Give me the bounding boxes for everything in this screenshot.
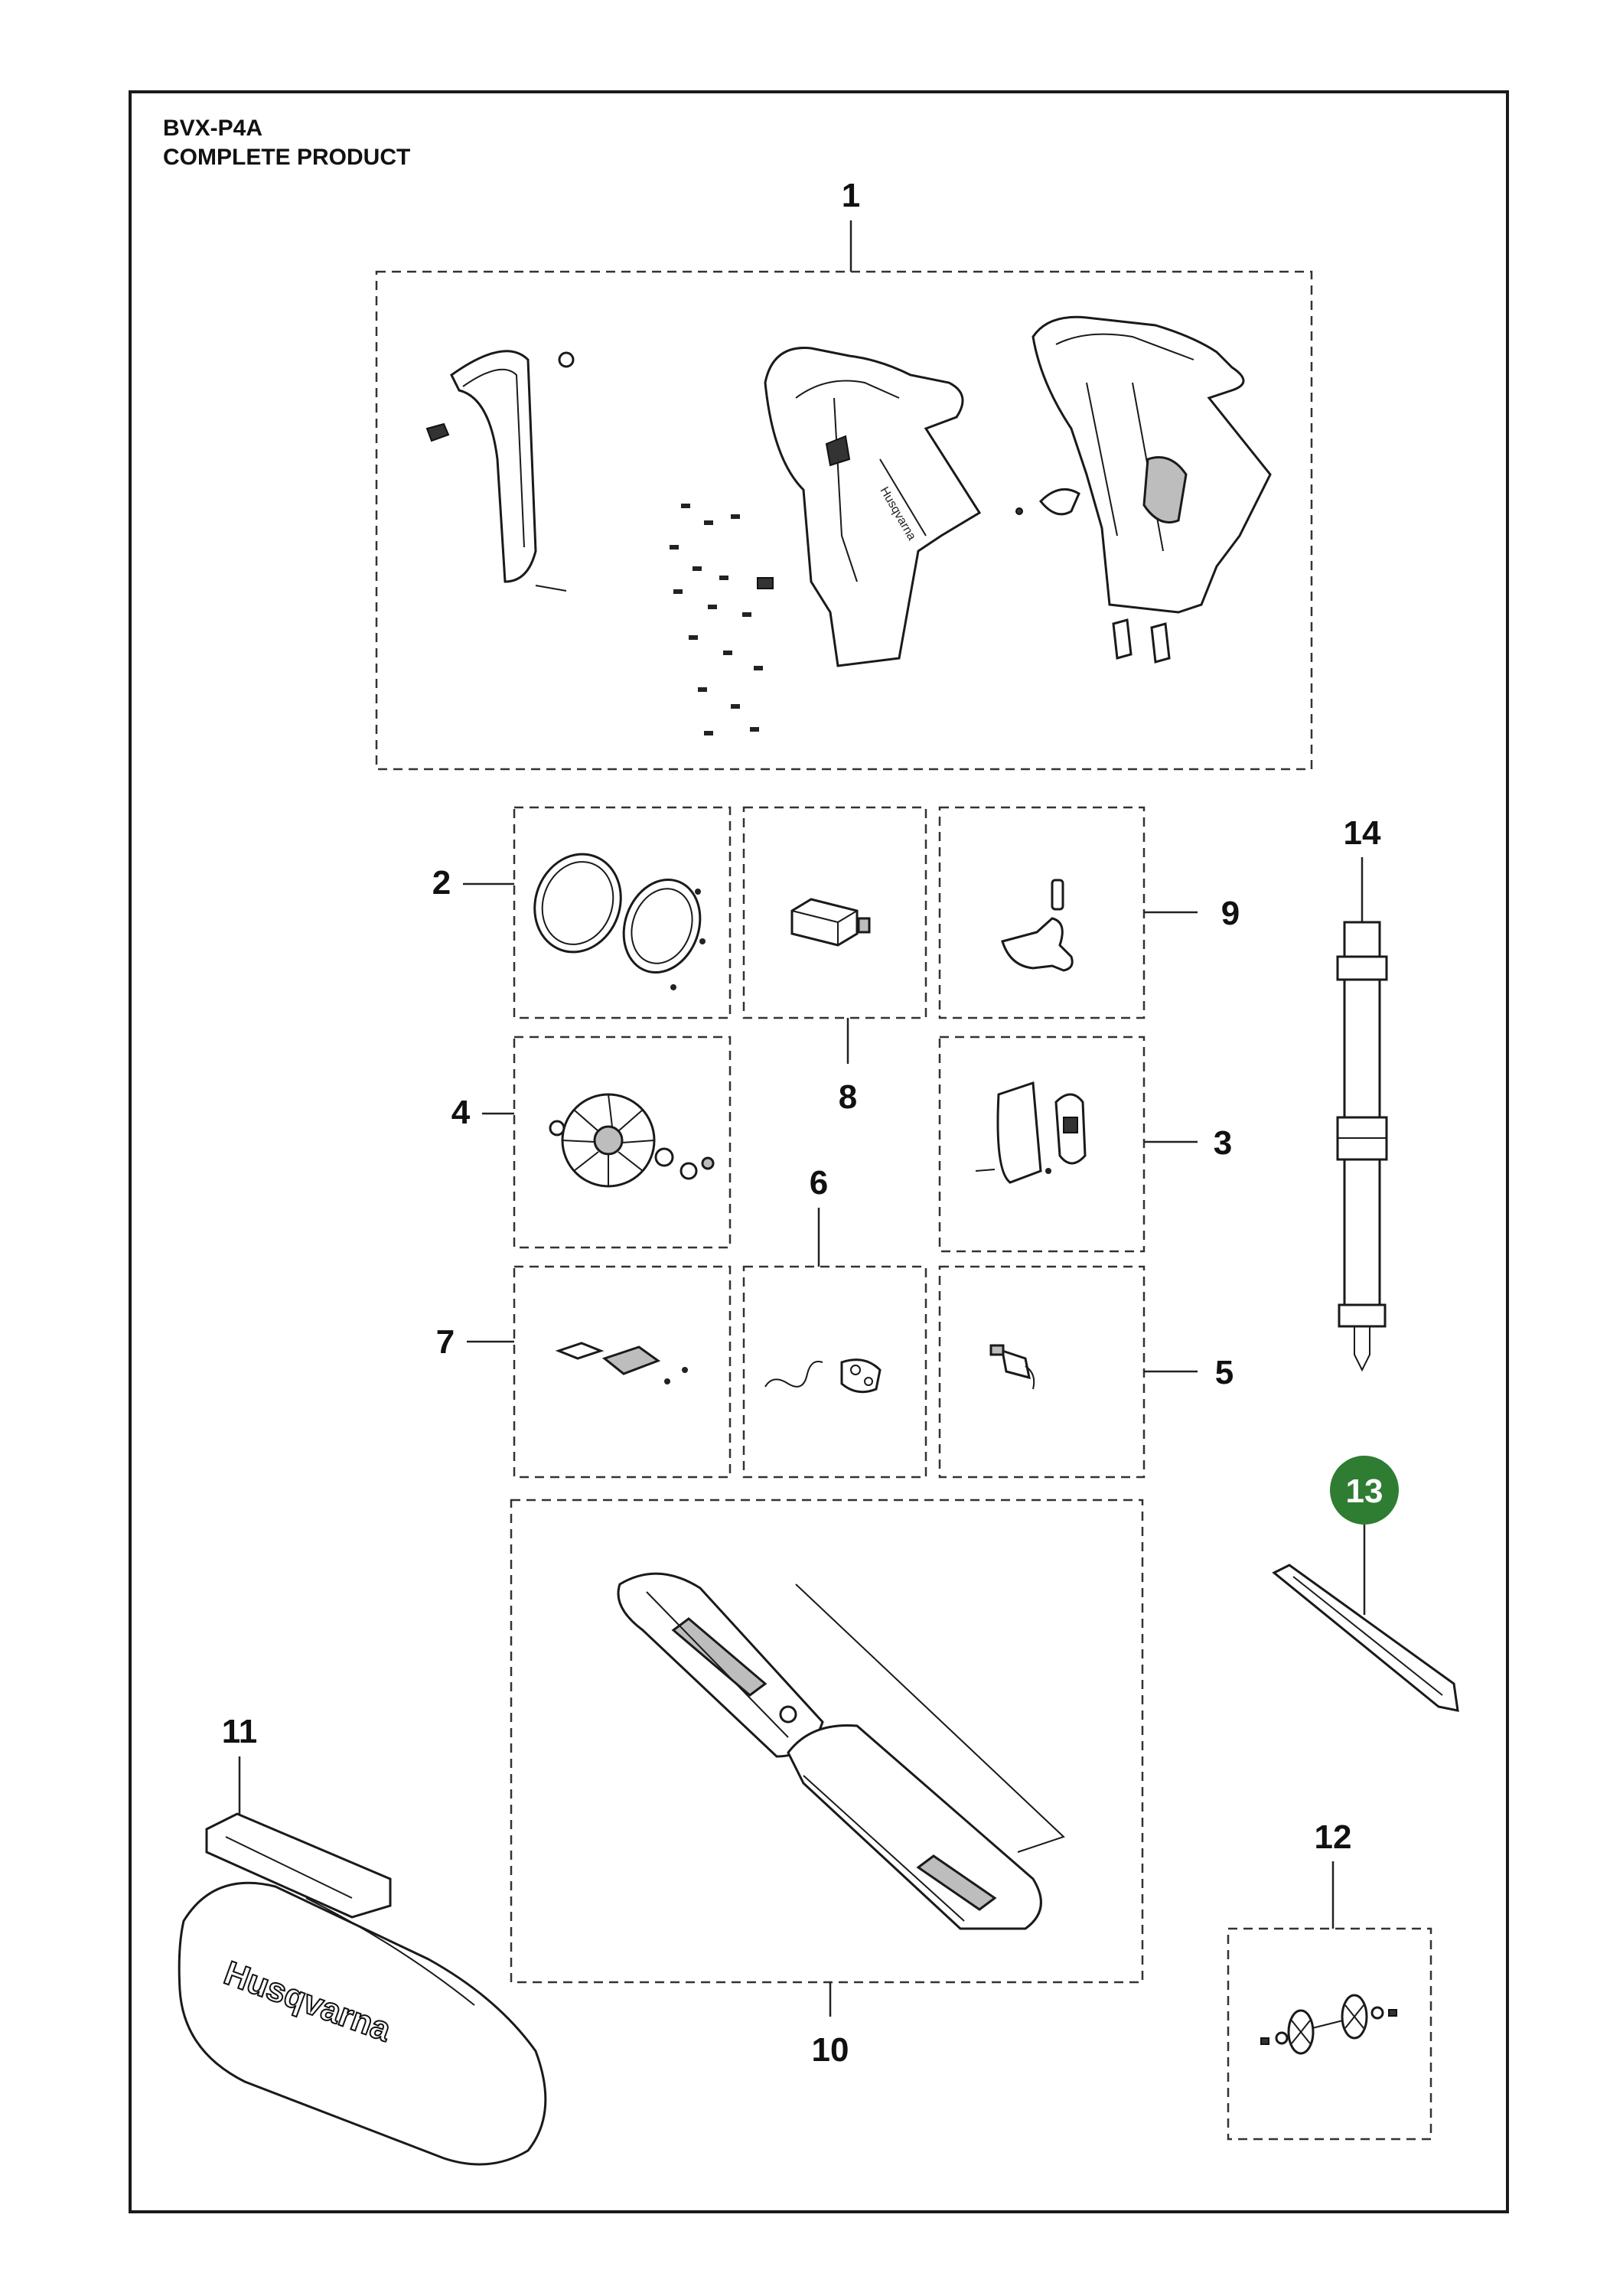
group-8-switch — [744, 807, 926, 1116]
housing-left-half[interactable] — [765, 348, 979, 666]
callout-5[interactable]: 5 — [1214, 1354, 1234, 1391]
callout-4[interactable]: 4 — [451, 1094, 471, 1131]
callout-7[interactable]: 7 — [435, 1323, 455, 1361]
group-5-capacitor — [940, 1267, 1234, 1477]
page-title: COMPLETE PRODUCT — [163, 145, 411, 170]
terminal-part[interactable] — [842, 1360, 880, 1392]
callout-10[interactable]: 10 — [811, 2031, 849, 2069]
group-4-fan — [451, 1037, 730, 1247]
callout-3[interactable]: 3 — [1213, 1124, 1233, 1162]
callout-6[interactable]: 6 — [809, 1164, 829, 1202]
bag-logo-text: Husqvarna — [219, 1954, 396, 2050]
wire-part[interactable] — [765, 1362, 823, 1387]
seal-ring-part[interactable] — [521, 842, 634, 964]
lower-tube-part[interactable] — [788, 1725, 1041, 1929]
fan-impeller-part[interactable] — [562, 1094, 654, 1186]
cable-tie-part[interactable] — [1274, 1565, 1458, 1711]
group-12-box — [1228, 1929, 1431, 2139]
group-6-wiring — [744, 1267, 926, 1477]
callout-12[interactable]: 12 — [1314, 1818, 1352, 1856]
callout-14[interactable]: 14 — [1343, 814, 1381, 852]
group-2-cover — [432, 807, 730, 1018]
model-code: BVX-P4A — [163, 116, 263, 141]
shoulder-strap-part[interactable] — [1338, 922, 1387, 1370]
callout-2[interactable]: 2 — [432, 864, 451, 902]
brush-part-b[interactable] — [605, 1347, 658, 1374]
pin-part[interactable] — [1052, 880, 1063, 909]
group-10-tubes — [511, 1500, 1142, 2069]
wheel-kit-part[interactable] — [1261, 1995, 1396, 2053]
callout-13[interactable]: 13 — [1345, 1473, 1383, 1510]
housing-clip[interactable] — [1041, 489, 1079, 514]
trigger-part[interactable] — [1002, 918, 1072, 970]
callout-11[interactable]: 11 — [221, 1713, 258, 1750]
callout-1[interactable]: 1 — [841, 177, 861, 214]
housing-logo-text: Husqvarna — [877, 484, 918, 543]
switch-part[interactable] — [792, 899, 857, 945]
capacitor-part[interactable] — [1002, 1351, 1029, 1378]
group-1-housing — [376, 177, 1312, 769]
group-5-box — [940, 1267, 1144, 1477]
callout-9[interactable]: 9 — [1221, 895, 1240, 932]
group-11-bag — [179, 1713, 546, 2164]
housing-screws — [670, 504, 773, 735]
group-6-box — [744, 1267, 926, 1477]
group-3-handle — [940, 1037, 1232, 1251]
cover-flap-part[interactable] — [998, 1083, 1041, 1182]
group-7-brushes — [436, 1267, 730, 1477]
group-3-box — [940, 1037, 1144, 1251]
cover-plate-part[interactable] — [611, 869, 713, 983]
group-14-strap — [1338, 814, 1387, 1370]
group-12-wheels — [1228, 1818, 1431, 2139]
callout-8[interactable]: 8 — [838, 1078, 858, 1116]
group-9-trigger — [940, 807, 1240, 1018]
brush-part-a[interactable] — [559, 1343, 601, 1358]
group-9-box — [940, 807, 1144, 1018]
group-13-cable-tie — [1274, 1456, 1458, 1711]
